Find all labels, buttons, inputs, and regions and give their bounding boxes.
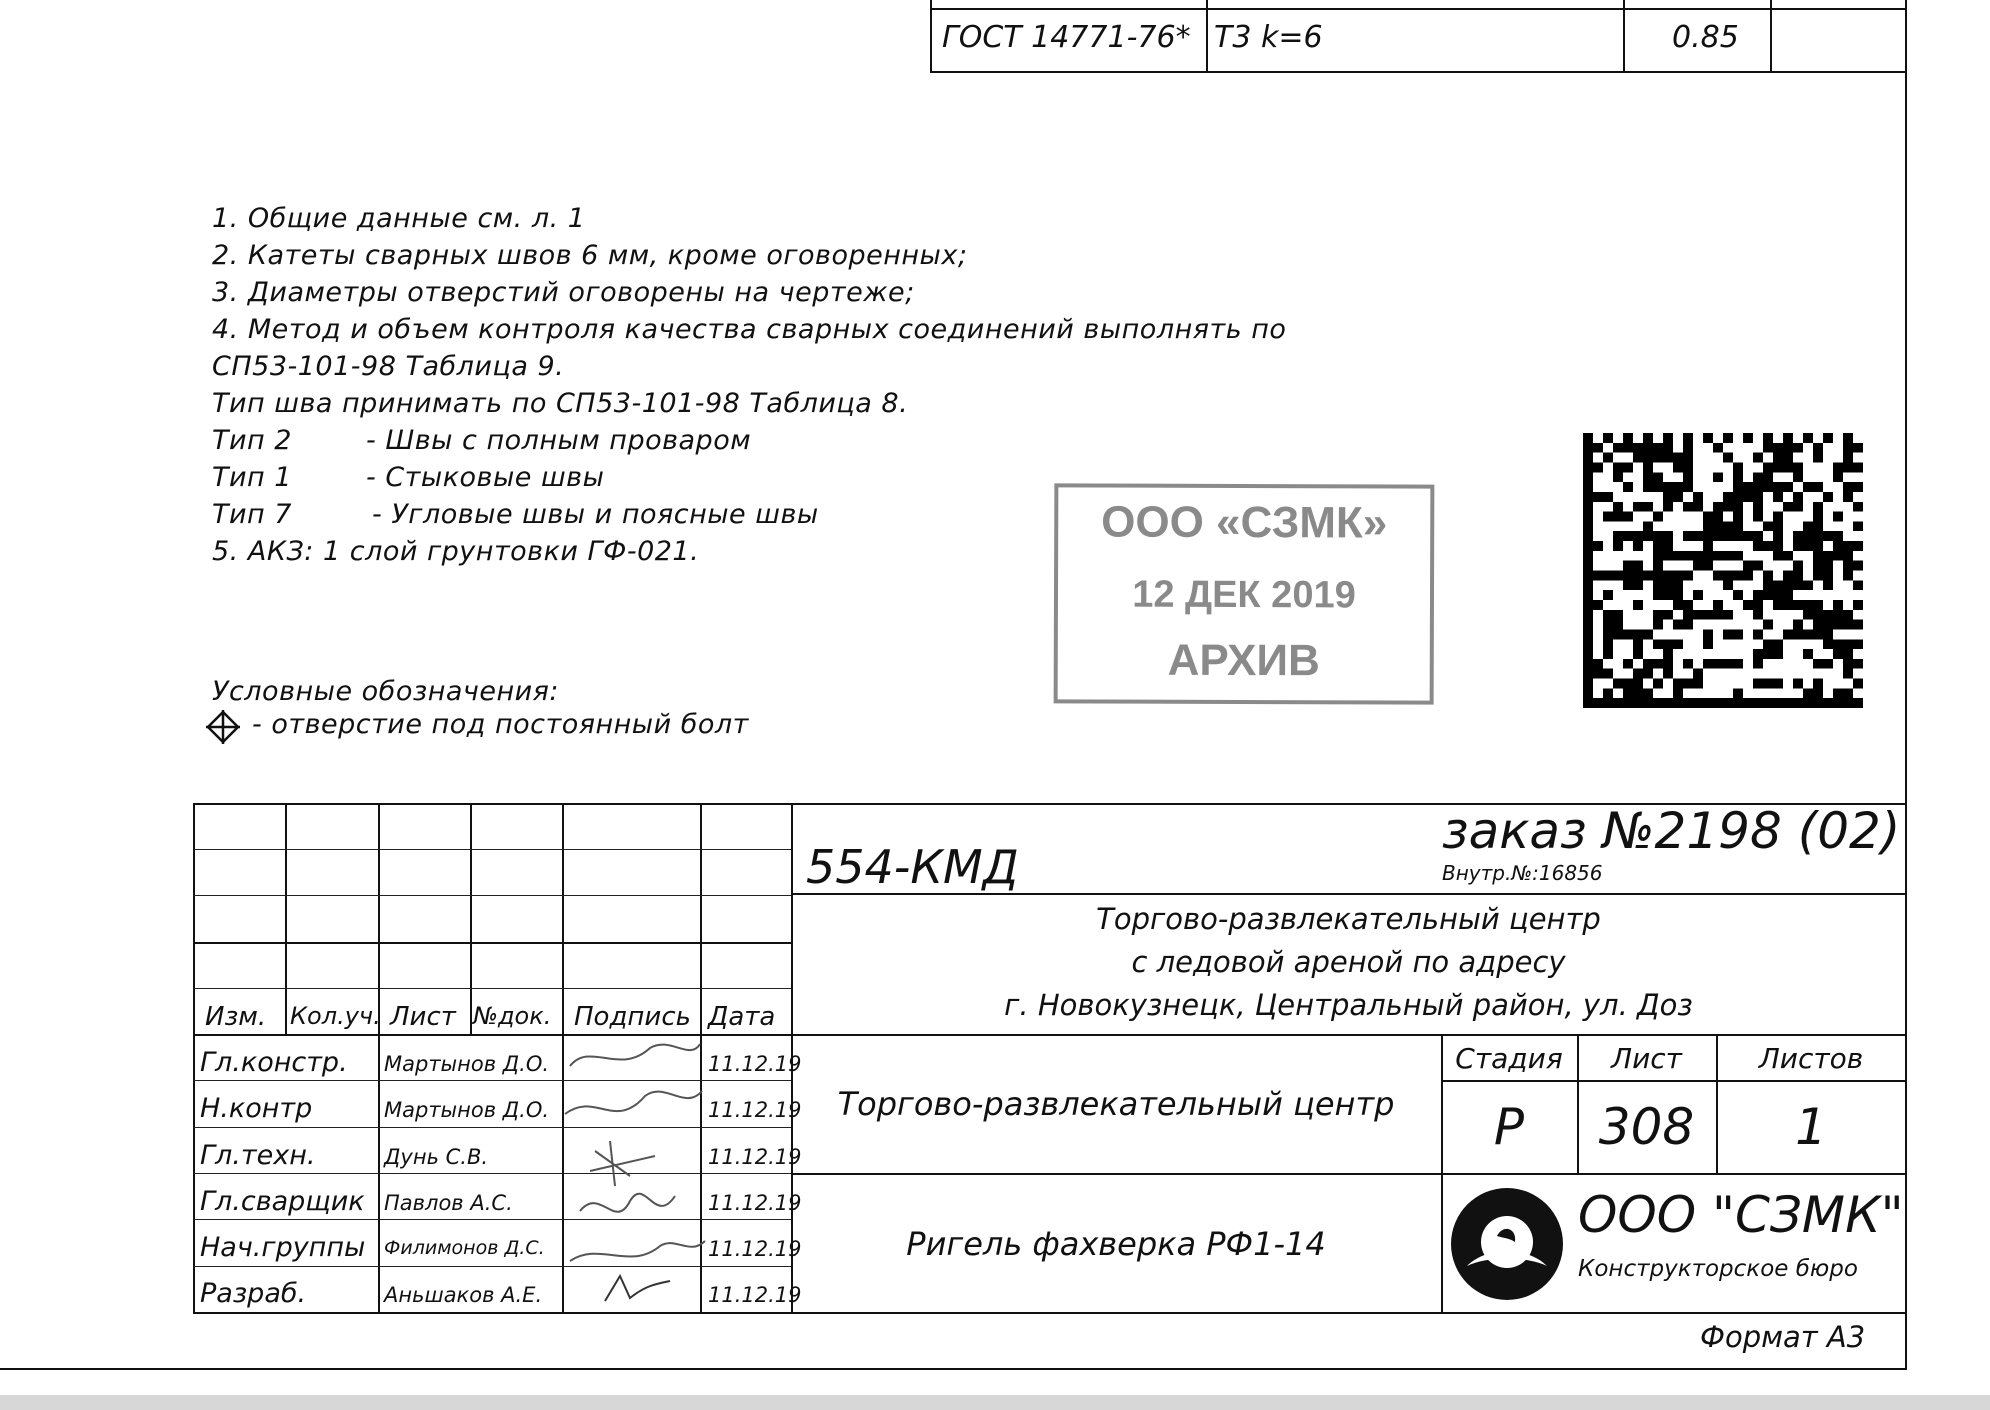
stage-label: Стадия	[1455, 1042, 1563, 1075]
role-name: Мартынов Д.О.	[384, 1098, 550, 1122]
role-label: Гл.констр.	[200, 1047, 348, 1078]
paper-format: Формат А3	[1700, 1320, 1866, 1354]
sheets-value: 1	[1795, 1098, 1827, 1156]
scan-edge	[0, 1395, 1990, 1410]
role-label: Нач.группы	[200, 1232, 366, 1263]
note-line: 2. Катеты сварных швов 6 мм, кроме оговоренных;	[212, 240, 968, 271]
role-label: Гл.сварщик	[200, 1186, 365, 1217]
project-line: г. Новокузнецк, Центральный район, ул. Доз	[1004, 988, 1693, 1022]
role-label: Н.контр	[200, 1093, 313, 1124]
company-logo-icon	[1447, 1184, 1567, 1304]
spec-value: 0.85	[1672, 20, 1739, 55]
weld-type-desc: - Стыковые швы	[366, 462, 605, 493]
role-date: 11.12.19	[708, 1145, 802, 1169]
stamp-date: 12 ДЕК 2019	[1132, 573, 1356, 617]
spec-weld: Т3 k=6	[1214, 20, 1323, 55]
sheet-value: 308	[1598, 1098, 1695, 1156]
role-date: 11.12.19	[708, 1052, 802, 1076]
sheets-label: Листов	[1758, 1042, 1864, 1075]
internal-number: Внутр.№:16856	[1442, 861, 1603, 885]
role-name: Аньшаков А.Е.	[384, 1283, 543, 1307]
note-line: 1. Общие данные см. л. 1	[212, 203, 586, 234]
spec-gost: ГОСТ 14771-76*	[942, 20, 1191, 55]
datamatrix-code-icon	[1583, 433, 1863, 708]
doc-code: 554-КМД	[806, 840, 1019, 894]
stage-value: Р	[1493, 1098, 1525, 1156]
col-header: №док.	[473, 1002, 552, 1030]
stamp-org: ООО «СЗМК»	[1101, 497, 1388, 548]
note-line: Тип шва принимать по СП53-101-98 Таблица 8.	[212, 388, 909, 419]
role-label: Гл.техн.	[200, 1140, 316, 1171]
role-name: Павлов А.С.	[384, 1191, 513, 1215]
archive-stamp	[1054, 483, 1435, 704]
order-number: заказ №2198 (02)	[1442, 802, 1901, 860]
stamp-label: АРХИВ	[1167, 635, 1320, 686]
object-name: Торгово-развлекательный центр	[837, 1085, 1395, 1123]
role-date: 11.12.19	[708, 1098, 802, 1122]
signatures	[560, 1036, 710, 1312]
role-date: 11.12.19	[708, 1283, 802, 1307]
col-header: Изм.	[205, 1002, 267, 1032]
project-line: с ледовой ареной по адресу	[1131, 945, 1566, 979]
role-date: 11.12.19	[708, 1237, 802, 1261]
role-name: Дунь С.В.	[384, 1145, 489, 1169]
role-name: Мартынов Д.О.	[384, 1052, 550, 1076]
col-header: Подпись	[574, 1002, 691, 1032]
role-name: Филимонов Д.С.	[384, 1237, 545, 1259]
col-header: Кол.уч.	[290, 1002, 381, 1030]
frame-bottom-border	[0, 1368, 1907, 1370]
role-date: 11.12.19	[708, 1191, 802, 1215]
col-header: Лист	[390, 1002, 456, 1032]
company-name: ООО "СЗМК"	[1578, 1186, 1904, 1244]
col-header: Дата	[708, 1002, 776, 1032]
weld-type-name: Тип 1	[212, 462, 292, 493]
note-line: 5. АКЗ: 1 слой грунтовки ГФ-021.	[212, 536, 700, 567]
role-label: Разраб.	[200, 1278, 307, 1309]
note-line: СП53-101-98 Таблица 9.	[212, 351, 565, 382]
project-line: Торгово-развлекательный центр	[1096, 902, 1601, 936]
weld-type-desc: - Швы с полным проваром	[366, 425, 752, 456]
weld-type-name: Тип 2	[212, 425, 292, 456]
note-line: 4. Метод и объем контроля качества сварных соединений выполнять по	[212, 314, 1287, 345]
legend-desc: - отверстие под постоянный болт	[252, 709, 749, 740]
sheet-label: Лист	[1611, 1042, 1682, 1075]
legend-title: Условные обозначения:	[212, 676, 559, 707]
note-line: 3. Диаметры отверстий оговорены на чертеже;	[212, 277, 915, 308]
frame-right-border	[1905, 0, 1907, 1370]
drawing-name: Ригель фахверка РФ1-14	[906, 1225, 1326, 1263]
company-subtitle: Конструкторское бюро	[1578, 1256, 1858, 1282]
weld-type-name: Тип 7	[212, 499, 292, 530]
bolt-hole-symbol-icon	[206, 710, 240, 744]
weld-type-desc: - Угловые швы и поясные швы	[372, 499, 819, 530]
